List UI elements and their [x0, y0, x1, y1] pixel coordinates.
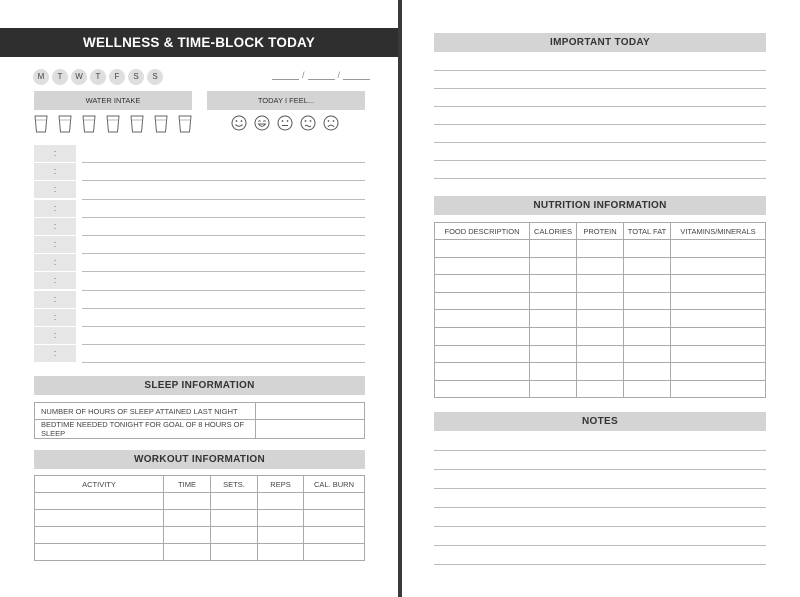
table-cell[interactable] [435, 363, 530, 381]
time-slot[interactable]: : [34, 200, 76, 217]
schedule-row[interactable] [34, 163, 365, 181]
table-row [435, 240, 766, 258]
table-cell[interactable] [258, 527, 304, 544]
table-cell[interactable] [258, 544, 304, 561]
table-cell[interactable] [577, 257, 624, 275]
writing-line[interactable] [434, 70, 766, 71]
table-row [35, 493, 365, 510]
table-row [435, 345, 766, 363]
table-cell[interactable] [577, 327, 624, 345]
table-cell[interactable] [258, 493, 304, 510]
schedule-row[interactable] [34, 291, 365, 309]
water-glass-icon[interactable] [82, 115, 96, 133]
time-slot[interactable]: : [34, 254, 76, 271]
schedule-row[interactable] [34, 254, 365, 272]
time-slot[interactable]: : [34, 236, 76, 253]
table-cell[interactable] [164, 544, 211, 561]
col-time: TIME [164, 476, 211, 493]
col-vitamins-minerals: VITAMINS/MINERALS [671, 223, 766, 240]
date-separator: / [302, 70, 305, 80]
table-cell[interactable] [435, 327, 530, 345]
day-sunday[interactable]: S [147, 69, 163, 85]
schedule-row[interactable] [34, 236, 365, 254]
col-sets: SETS. [211, 476, 258, 493]
table-cell[interactable] [164, 527, 211, 544]
table-row [35, 510, 365, 527]
table-cell[interactable] [304, 544, 365, 561]
day-thursday[interactable]: T [90, 69, 106, 85]
table-cell[interactable] [258, 510, 304, 527]
table-cell[interactable] [435, 380, 530, 398]
table-cell[interactable] [624, 327, 671, 345]
table-cell[interactable] [211, 510, 258, 527]
table-cell[interactable] [530, 345, 577, 363]
day-monday[interactable]: M [33, 69, 49, 85]
workout-section-header: WORKOUT INFORMATION [34, 450, 365, 469]
table-row [435, 292, 766, 310]
schedule-row[interactable] [34, 345, 365, 363]
sad-face-icon[interactable] [323, 115, 339, 131]
writing-line[interactable] [434, 526, 766, 527]
table-cell[interactable] [211, 544, 258, 561]
day-wednesday[interactable]: W [71, 69, 87, 85]
table-cell[interactable] [624, 257, 671, 275]
table-cell[interactable] [671, 240, 766, 258]
table-cell[interactable] [624, 310, 671, 328]
table-cell[interactable] [35, 527, 164, 544]
sleep-row [35, 403, 365, 420]
table-cell[interactable] [211, 527, 258, 544]
table-cell[interactable] [671, 292, 766, 310]
sleep-table [34, 402, 365, 439]
table-row [435, 257, 766, 275]
water-glass-icon[interactable] [130, 115, 144, 133]
schedule-line [82, 362, 365, 363]
date-year-blank[interactable] [343, 70, 370, 80]
col-cal-burn: CAL. BURN [304, 476, 365, 493]
time-slot[interactable]: : [34, 345, 76, 362]
table-cell[interactable] [530, 240, 577, 258]
weekday-selector [33, 69, 163, 85]
left-page [0, 0, 398, 597]
date-separator: / [337, 70, 341, 80]
table-cell[interactable] [35, 544, 164, 561]
table-cell[interactable] [671, 380, 766, 398]
grin-face-icon[interactable] [254, 115, 270, 131]
table-cell[interactable] [530, 327, 577, 345]
table-cell[interactable] [671, 275, 766, 293]
writing-line[interactable] [434, 545, 766, 546]
table-cell[interactable] [577, 310, 624, 328]
table-cell[interactable] [671, 363, 766, 381]
table-row [35, 527, 365, 544]
table-cell[interactable] [530, 292, 577, 310]
water-glasses [34, 115, 192, 133]
table-row [35, 544, 365, 561]
schedule-row[interactable] [34, 218, 365, 236]
table-cell[interactable] [435, 240, 530, 258]
table-cell[interactable] [624, 380, 671, 398]
right-page [402, 0, 800, 597]
important-section-header: IMPORTANT TODAY [434, 33, 766, 52]
table-cell[interactable] [35, 510, 164, 527]
col-reps: REPS [258, 476, 304, 493]
col-protein: PROTEIN [577, 223, 624, 240]
water-glass-icon[interactable] [58, 115, 72, 133]
table-cell[interactable] [164, 510, 211, 527]
water-glass-icon[interactable] [106, 115, 120, 133]
col-calories: CALORIES [530, 223, 577, 240]
writing-line[interactable] [434, 106, 766, 107]
date-month-blank[interactable] [272, 70, 299, 80]
table-cell[interactable] [671, 257, 766, 275]
time-slot[interactable]: : [34, 163, 76, 180]
col-food-description: FOOD DESCRIPTION [435, 223, 530, 240]
table-cell[interactable] [211, 493, 258, 510]
schedule-row[interactable] [34, 200, 365, 218]
table-cell[interactable] [577, 345, 624, 363]
table-cell[interactable] [164, 493, 211, 510]
table-cell[interactable] [304, 510, 365, 527]
writing-line[interactable] [434, 507, 766, 508]
table-row [435, 363, 766, 381]
schedule-row[interactable] [34, 145, 365, 163]
time-slot[interactable]: : [34, 218, 76, 235]
schedule-row[interactable] [34, 327, 365, 345]
time-slot[interactable]: : [34, 309, 76, 326]
water-glass-icon[interactable] [178, 115, 192, 133]
smile-face-icon[interactable] [231, 115, 247, 131]
table-cell[interactable] [435, 257, 530, 275]
sleep-row [35, 420, 365, 439]
table-cell[interactable] [530, 363, 577, 381]
writing-line[interactable] [434, 88, 766, 89]
table-cell[interactable] [530, 257, 577, 275]
table-cell[interactable] [577, 240, 624, 258]
writing-line[interactable] [434, 469, 766, 470]
workout-table [34, 475, 365, 561]
writing-line[interactable] [434, 142, 766, 143]
water-glass-icon[interactable] [154, 115, 168, 133]
notes-section-header: NOTES [434, 412, 766, 431]
day-tuesday[interactable]: T [52, 69, 68, 85]
sick-face-icon[interactable] [300, 115, 316, 131]
sleep-hours-input[interactable] [256, 403, 365, 420]
table-cell[interactable] [624, 363, 671, 381]
nutrition-header-row [435, 223, 766, 240]
feel-header: TODAY I FEEL... [207, 91, 365, 110]
table-cell[interactable] [435, 345, 530, 363]
table-cell[interactable] [530, 275, 577, 293]
table-cell[interactable] [624, 292, 671, 310]
day-saturday[interactable]: S [128, 69, 144, 85]
table-cell[interactable] [530, 380, 577, 398]
table-cell[interactable] [435, 310, 530, 328]
sleep-row-label: BEDTIME NEEDED TONIGHT FOR GOAL OF 8 HOURS OF SLEEP [35, 420, 256, 439]
bedtime-input[interactable] [256, 420, 365, 439]
time-slot[interactable]: : [34, 327, 76, 344]
day-friday[interactable]: F [109, 69, 125, 85]
col-activity: ACTIVITY [35, 476, 164, 493]
table-cell[interactable] [35, 493, 164, 510]
nutrition-table [434, 222, 766, 398]
table-cell[interactable] [577, 380, 624, 398]
col-total-fat: TOTAL FAT [624, 223, 671, 240]
schedule-row[interactable] [34, 272, 365, 290]
table-cell[interactable] [671, 327, 766, 345]
table-cell[interactable] [624, 240, 671, 258]
table-cell[interactable] [435, 275, 530, 293]
table-cell[interactable] [577, 363, 624, 381]
time-slot[interactable]: : [34, 291, 76, 308]
mood-faces [231, 115, 339, 131]
table-cell[interactable] [577, 275, 624, 293]
schedule-row[interactable] [34, 309, 365, 327]
time-slot[interactable]: : [34, 181, 76, 198]
workout-header-row [35, 476, 365, 493]
table-cell[interactable] [671, 345, 766, 363]
sleep-row-label: NUMBER OF HOURS OF SLEEP ATTAINED LAST NIGHT [35, 403, 256, 420]
neutral-face-icon[interactable] [277, 115, 293, 131]
table-cell[interactable] [304, 527, 365, 544]
table-cell[interactable] [624, 275, 671, 293]
nutrition-section-header: NUTRITION INFORMATION [434, 196, 766, 215]
writing-line[interactable] [434, 488, 766, 489]
table-row [435, 310, 766, 328]
writing-line[interactable] [434, 564, 766, 565]
table-cell[interactable] [304, 493, 365, 510]
table-row [435, 327, 766, 345]
table-cell[interactable] [435, 292, 530, 310]
writing-line[interactable] [434, 124, 766, 125]
table-cell[interactable] [624, 345, 671, 363]
table-row [435, 380, 766, 398]
table-cell[interactable] [530, 310, 577, 328]
writing-line[interactable] [434, 178, 766, 179]
date-field [272, 70, 370, 80]
water-intake-header: WATER INTAKE [34, 91, 192, 110]
page-title: WELLNESS & TIME-BLOCK TODAY [0, 28, 398, 57]
writing-line[interactable] [434, 160, 766, 161]
time-slot[interactable]: : [34, 272, 76, 289]
table-row [435, 275, 766, 293]
time-slot[interactable]: : [34, 145, 76, 162]
table-cell[interactable] [671, 310, 766, 328]
date-day-blank[interactable] [308, 70, 335, 80]
water-glass-icon[interactable] [34, 115, 48, 133]
schedule-row[interactable] [34, 181, 365, 199]
table-cell[interactable] [577, 292, 624, 310]
sleep-section-header: SLEEP INFORMATION [34, 376, 365, 395]
writing-line[interactable] [434, 450, 766, 451]
